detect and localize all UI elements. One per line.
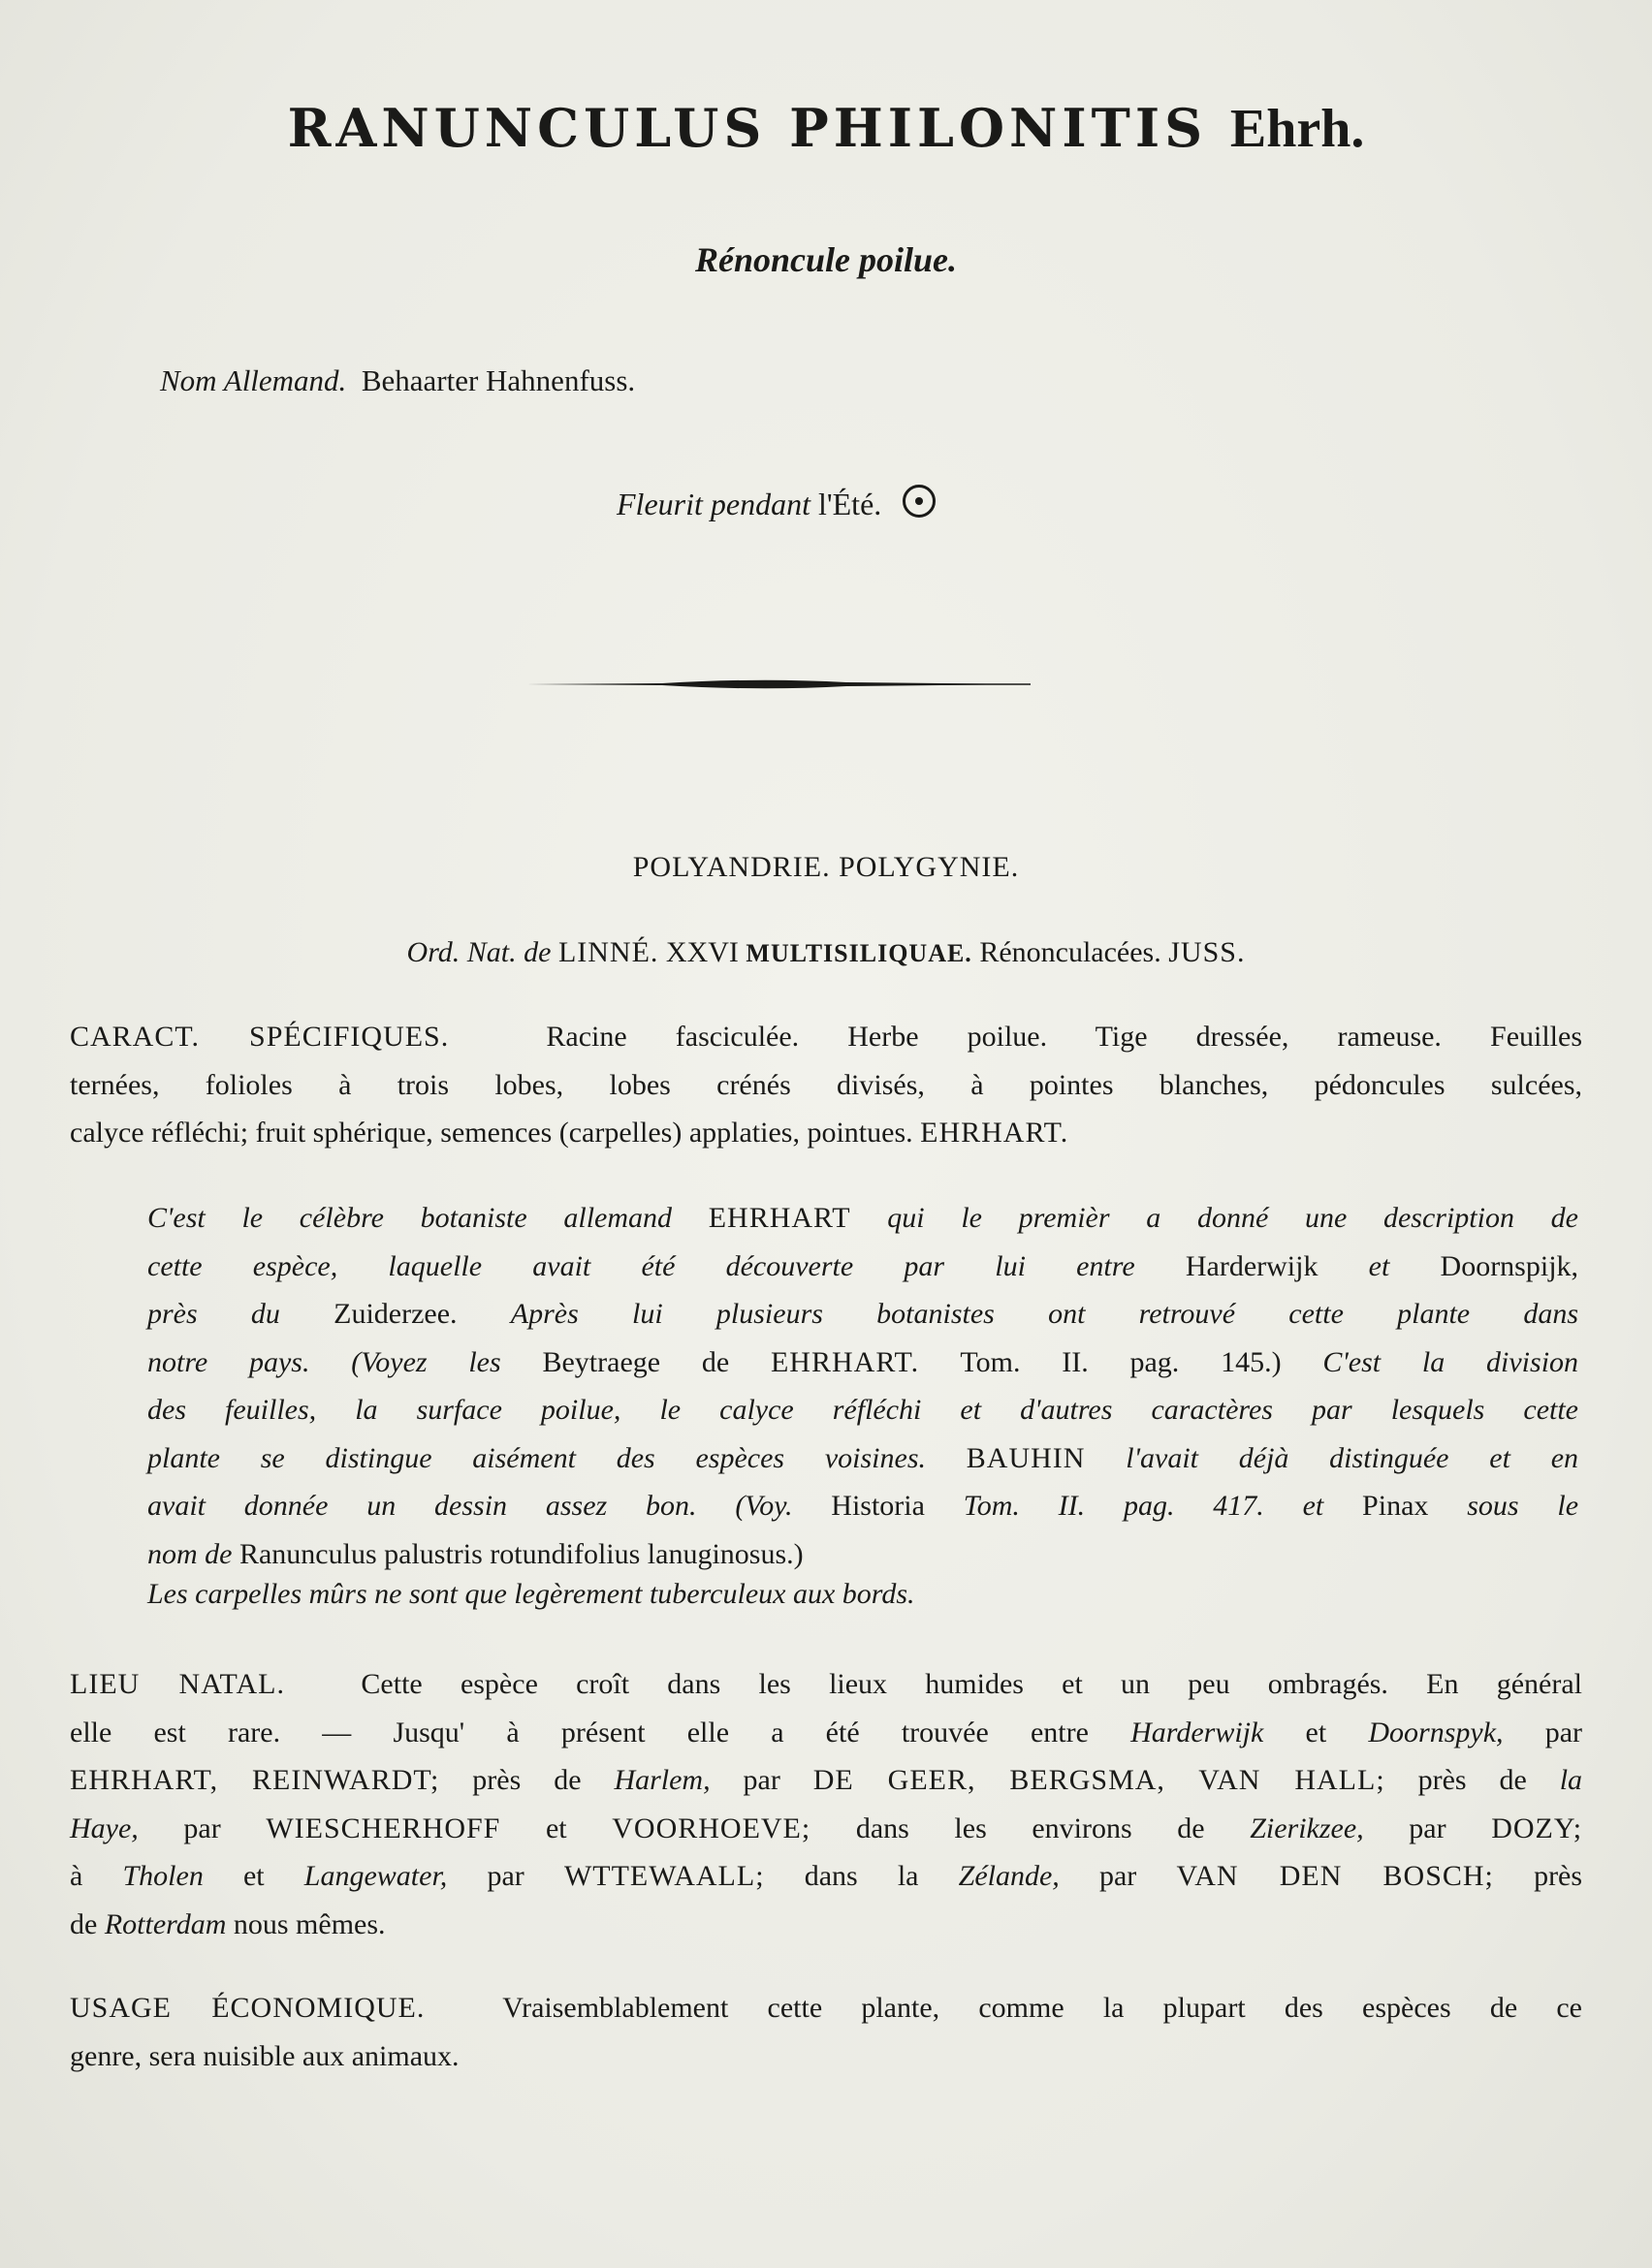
lieu-text: par [1098, 1860, 1137, 1892]
desc-text: cette espèce, laquelle avait été découverte par lui entre [147, 1249, 1135, 1282]
german-value: Behaarter Hahnenfuss. [361, 363, 636, 397]
desc-text: notre pays. (Voyez les [147, 1345, 501, 1378]
lieu-text: Harderwijk [1130, 1716, 1264, 1748]
usage-line-2: genre, sera nuisible aux animaux. [70, 2039, 460, 2072]
caract-text-1: Racine fasciculée. Herbe poilue. Tige dressée, rameuse. Feuilles [546, 1021, 1583, 1053]
lieu-text: Langewater, [303, 1860, 448, 1892]
desc-text: avait donnée un dessin assez bon. (Voy. [147, 1490, 793, 1522]
order-text-2: LINNÉ. [557, 936, 659, 968]
desc-line-6 [147, 1434, 1578, 1483]
lieu-text: par [743, 1764, 780, 1796]
usage-heading: USAGE ÉCONOMIQUE. [70, 1992, 426, 2024]
flowering-value: l'Été. [817, 487, 882, 521]
lieu-text: et [1305, 1716, 1327, 1748]
german-name [160, 363, 635, 398]
desc-text: nom de [147, 1537, 233, 1570]
order-text-1: Ord. Nat. de [406, 936, 552, 968]
desc-line-3 [147, 1290, 1578, 1339]
annual-sign-icon [903, 485, 936, 518]
desc-text: Après lui plusieurs botanistes ont retrouvé cette plante dans [510, 1298, 1579, 1330]
lieu-line-1 [70, 1660, 1582, 1709]
german-label: Nom Allemand. [160, 363, 347, 397]
lieu-text: VOORHOEVE; [612, 1811, 811, 1844]
caract-author: EHRHART. [920, 1117, 1069, 1149]
desc-line-4 [147, 1339, 1578, 1387]
order-text-5: Rénonculacées. [979, 936, 1161, 968]
usage-line-1 [70, 1984, 1582, 2032]
lieu-text: VAN DEN BOSCH; [1176, 1860, 1494, 1892]
desc-text: C'est la division [1322, 1345, 1579, 1378]
desc-text: BAUHIN [966, 1441, 1086, 1474]
desc-carpels-note: Les carpelles mûrs ne sont que legèrement tuberculeux aux bords. [147, 1578, 915, 1610]
order-text-6: JUSS. [1168, 936, 1246, 968]
desc-line-2 [147, 1243, 1578, 1291]
lieu-text: et [242, 1860, 265, 1892]
desc-text: Beytraege de [542, 1345, 730, 1378]
economic-use [70, 1984, 1582, 2080]
lieu-text: DE GEER, BERGSMA, VAN HALL; [812, 1764, 1385, 1796]
lieu-text: et [545, 1811, 567, 1844]
lieu-text: dans la [804, 1860, 919, 1892]
lieu-text: nous mêmes. [233, 1907, 386, 1940]
order-text-4: MULTISILIQUAE. [746, 939, 972, 967]
lieu-text: par [487, 1860, 524, 1892]
lieu-text: WIESCHERHOFF [266, 1811, 501, 1844]
lieu-text: Rotterdam [104, 1907, 227, 1940]
lieu-text: à [70, 1860, 83, 1892]
caract-line-2: ternées, folioles à trois lobes, lobes crénés divisés, à pointes blanches, pédoncules sulcées, [70, 1068, 1582, 1101]
caract-text-3: calyce réfléchi; fruit sphérique, semences (carpelles) applaties, pointues. [70, 1117, 913, 1149]
lieu-text: elle est rare. — Jusqu' à présent elle a été trouvée entre [70, 1716, 1089, 1748]
desc-text: et [1368, 1249, 1390, 1282]
desc-line-8 [147, 1530, 1578, 1579]
flowering-label: Fleurit pendant [617, 487, 810, 521]
flowering-time [617, 485, 936, 522]
desc-line-5: des feuilles, la surface poilue, le calyce réfléchi et d'autres caractères par lesquels cette [147, 1394, 1578, 1426]
lieu-text: près de [472, 1764, 582, 1796]
lieu-text: EHRHART, REINWARDT; [70, 1764, 440, 1796]
lieu-text: Tholen [122, 1860, 204, 1892]
desc-text: qui le premièr a donné une description de [887, 1202, 1578, 1234]
lieu-line-4 [70, 1805, 1582, 1853]
lieu-text: près [1534, 1860, 1583, 1892]
desc-text: Zuiderzee. [334, 1298, 458, 1330]
lieu-line-6 [70, 1901, 1582, 1949]
lieu-text: la [1559, 1764, 1583, 1796]
description [147, 1194, 1578, 1578]
lieu-text: par [183, 1811, 221, 1844]
caract-line-3 [70, 1109, 1582, 1157]
order-text-3: XXVI [665, 936, 739, 968]
lieu-text: de [70, 1907, 98, 1940]
lieu-text: près de [1417, 1764, 1527, 1796]
natural-habitat [70, 1660, 1582, 1948]
desc-text: Pinax [1362, 1490, 1429, 1522]
title-author: Ehrh. [1229, 99, 1365, 159]
desc-line-7 [147, 1482, 1578, 1530]
desc-text: EHRHART. [770, 1345, 920, 1378]
desc-text: Tom. II. pag. 145.) [960, 1345, 1282, 1378]
desc-text: Harderwijk [1185, 1249, 1318, 1282]
desc-text: C'est le célèbre botaniste allemand [147, 1202, 673, 1234]
desc-text: Doornspijk, [1440, 1249, 1579, 1282]
desc-text: EHRHART [708, 1202, 851, 1234]
desc-text: l'avait déjà distinguée et en [1126, 1441, 1579, 1474]
desc-text: plante se distingue aisément des espèces voisines. [147, 1441, 927, 1474]
specific-characters [70, 1013, 1582, 1157]
lieu-text: Zierikzee, [1250, 1811, 1364, 1844]
desc-line-1 [147, 1194, 1578, 1243]
lieu-text: WTTEWAALL; [563, 1860, 765, 1892]
lieu-text: Zélande, [958, 1860, 1060, 1892]
page-title [0, 97, 1652, 160]
lieu-text: Doornspyk, [1368, 1716, 1504, 1748]
desc-text: Tom. II. pag. 417. et [963, 1490, 1324, 1522]
french-name: Rénoncule poilue. [694, 240, 958, 279]
lieu-text: Cette espèce croît dans les lieux humides et un peu ombragés. En général [361, 1668, 1582, 1700]
caract-line-1 [70, 1013, 1582, 1061]
classification: POLYANDRIE. POLYGYNIE. [632, 851, 1020, 883]
lieu-line-5 [70, 1852, 1582, 1901]
lieu-line-3 [70, 1756, 1582, 1805]
lieu-heading: LIEU NATAL. [70, 1668, 285, 1700]
desc-text: près du [147, 1298, 280, 1330]
usage-text: Vraisemblablement cette plante, comme la plupart des espèces de ce [502, 1992, 1582, 2024]
desc-text: sous le [1467, 1490, 1579, 1522]
lieu-text: dans les environs de [855, 1811, 1205, 1844]
natural-order [0, 936, 1652, 969]
caract-heading: CARACT. SPÉCIFIQUES. [70, 1021, 450, 1053]
desc-text: Historia [831, 1490, 925, 1522]
lieu-text: par [1544, 1716, 1583, 1748]
lieu-text: Harlem, [614, 1764, 711, 1796]
ornamental-rule [526, 678, 1031, 690]
lieu-text: Haye, [70, 1811, 139, 1844]
lieu-text: DOZY; [1491, 1811, 1583, 1844]
lieu-line-2 [70, 1709, 1582, 1757]
title-species: RANUNCULUS PHILONITIS [287, 97, 1208, 159]
desc-text: Ranunculus palustris rotundifolius lanuginosus.) [238, 1537, 804, 1570]
lieu-text: par [1409, 1811, 1446, 1844]
